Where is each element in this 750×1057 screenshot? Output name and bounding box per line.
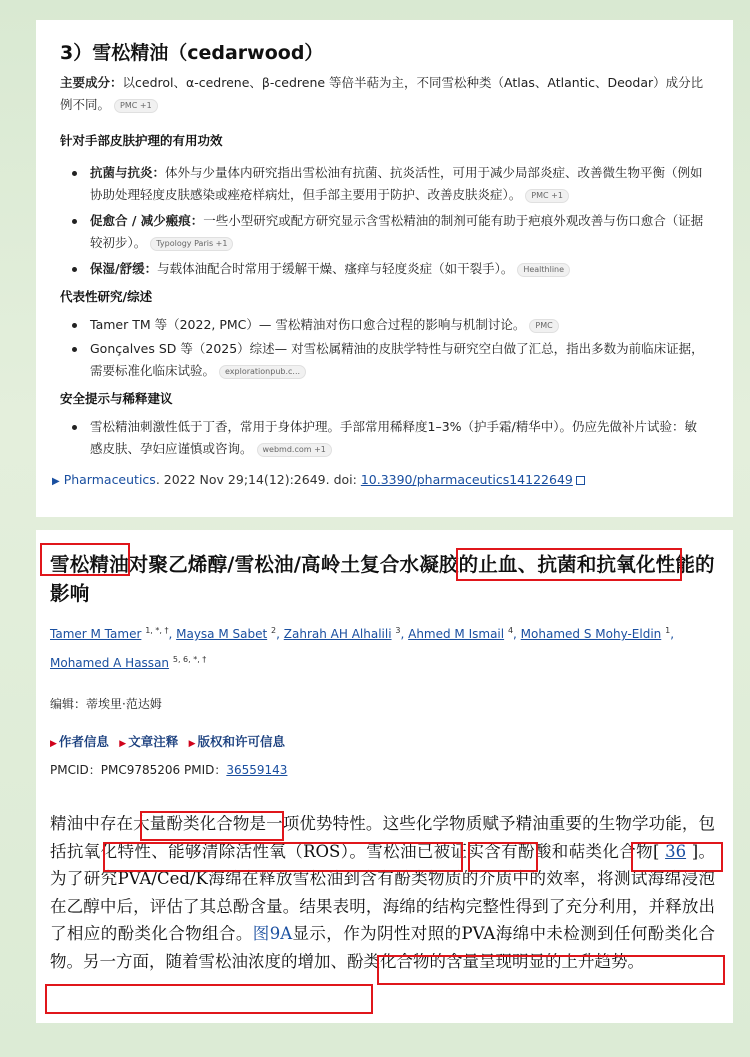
author-link[interactable]: Mohamed A Hassan (50, 656, 170, 670)
benefit-text: 一些小型研究或配方研究显示含雪松精油的制剂可能有助于疤痕外观改善与伤口愈合（证据较初步）。 (90, 213, 704, 250)
studies-heading: 代表性研究/综述 (60, 289, 153, 304)
link-label: 文章注释 (128, 734, 179, 749)
author-affiliation: 4 (507, 626, 514, 635)
main-components-paragraph (60, 72, 707, 116)
article-title: 雪松精油对聚乙烯醇/雪松油/高岭土复合水凝胶的止血、抗菌和抗氧化性能的影响 (50, 553, 715, 605)
body-text: ]。为了研究PVA/Ced/K海绵在释放雪松油到含有酚类物质的介质中的效率，将测试海绵浸泡在乙醇中后，评估了其总酚含量。结果表明，海绵的结构完整性得到了充分利用，并释放出了相应的酚类化合物组合。 (50, 841, 716, 943)
safety-text: 雪松精油刺激性低于丁香，常用于身体护理。手部常用稀释度1–3%（护手霜/精华中）。仍应先做补片试验：敏感皮肤、孕妇应谨慎或咨询。 (90, 419, 697, 456)
safety-list (60, 416, 707, 460)
study-text: Gonçalves SD 等（2025）综述— 对雪松属精油的皮肤学特性与研究空白做了汇总，指出多数为前临床证据，需要标准化临床试验。 (90, 341, 704, 378)
list-item (60, 338, 707, 382)
author-affiliation: 1, *, † (145, 626, 169, 635)
author-affiliation: 3 (395, 626, 401, 635)
pmcid-line (50, 760, 715, 780)
source-chip[interactable]: webmd.com +1 (257, 443, 332, 457)
source-chip[interactable]: explorationpub.c... (219, 365, 306, 379)
pmcid-text: PMCID：PMC9785206 PMID： (50, 763, 227, 777)
body-text: 显示，作为阴性对照的PVA海绵中未检测到任何酚类化合物。另一方面，随着雪松油浓度的增加、酚类化合物的含量呈现明显的上升趋势。 (50, 924, 715, 971)
author-affiliation: 1 (665, 626, 671, 635)
safety-heading: 安全提示与稀释建议 (60, 391, 173, 406)
link-label: 作者信息 (58, 734, 109, 749)
article-body-paragraph (50, 810, 715, 975)
author-info-link[interactable] (50, 734, 109, 749)
author-link[interactable]: Ahmed M Ismail (408, 627, 505, 641)
study-text: Tamer TM 等（2022, PMC）— 雪松精油对伤口愈合过程的影响与机制讨论。 (90, 317, 526, 332)
doi-link[interactable]: 10.3390/pharmaceutics14122649 (360, 472, 573, 487)
journal-link[interactable]: Pharmaceutics (63, 472, 156, 487)
copyright-link[interactable] (189, 734, 285, 749)
body-text: 精油中存在大量酚类化合物是一项优势特性。这些化学物质赋予精油重要的生物学功能，包括抗氧化特性、能够清除活性氧（ROS）。雪松油已被证实含有酚酸和萜类化合物[ (50, 814, 715, 861)
source-chip[interactable]: PMC +1 (525, 189, 569, 203)
pmid-link[interactable]: 36559143 (226, 763, 288, 777)
source-chip[interactable]: Typology Paris +1 (150, 237, 233, 251)
article-info-links (50, 732, 715, 754)
main-components-text: 以cedrol、α-cedrene、β-cedrene 等倍半萜为主，不同雪松种类（Atlas、Atlantic、Deodar）成分比例不同。 (60, 75, 704, 112)
benefit-label: 抗菌与抗炎： (90, 165, 166, 180)
list-item (60, 210, 707, 254)
reference-link[interactable]: 36 (665, 841, 687, 861)
author-list: Tamer M Tamer $^{1, *, \dagger}$, Maysa M Sabet $^2$, Zahrah AH Alhalili $^3$, Ahmed M Ismail $^4$, Mohamed S Mohy-Eldin $^1$, Mohamed A Hassan $^{5, 6, *, \dagger}$ (50, 626, 675, 670)
benefit-label: 促愈合 / 减少瘢痕： (90, 213, 204, 228)
list-item (60, 314, 707, 336)
author-affiliation: 5, 6, *, † (172, 655, 207, 664)
benefit-text: 与载体油配合时常用于缓解干燥、瘙痒与轻度炎症（如干裂手）。 (157, 261, 514, 276)
source-chip[interactable]: Healthline (517, 263, 570, 277)
article-card (36, 530, 733, 1023)
expand-triangle-icon[interactable]: ▶ (52, 476, 60, 487)
citation-text: . 2022 Nov 29;14(12):2649. doi: (155, 472, 361, 487)
link-label: 版权和许可信息 (197, 734, 286, 749)
external-link-icon[interactable] (576, 476, 585, 485)
expand-triangle-icon: ▶ (119, 739, 127, 749)
reference-line (52, 470, 707, 492)
author-affiliation: 2 (271, 626, 277, 635)
expand-triangle-icon: ▶ (188, 739, 196, 749)
author-link[interactable]: Tamer M Tamer (50, 627, 142, 641)
benefits-list (60, 162, 707, 280)
list-item (60, 416, 707, 460)
benefits-heading: 针对手部皮肤护理的有用功效 (60, 133, 223, 148)
author-link[interactable]: Zahrah AH Alhalili (283, 627, 392, 641)
list-item (60, 258, 707, 280)
ai-summary-card (36, 20, 733, 517)
editor-line: 编辑：蒂埃里·范达姆 (50, 697, 162, 711)
benefit-text: 体外与少量体内研究指出雪松油有抗菌、抗炎活性，可用于减少局部炎症、改善微生物平衡（例如协助处理轻度皮肤感染或痤疮样病灶，但手部主要用于防护、改善皮肤炎症）。 (90, 165, 703, 202)
expand-triangle-icon: ▶ (50, 739, 57, 749)
source-chip[interactable]: PMC +1 (114, 99, 158, 113)
studies-list (60, 314, 707, 382)
author-link[interactable]: Mohamed S Mohy-Eldin (520, 627, 662, 641)
list-item (60, 162, 707, 206)
source-chip[interactable]: PMC (529, 319, 558, 333)
benefit-label: 保湿/舒缓： (90, 261, 158, 276)
main-components-label: 主要成分： (60, 75, 123, 90)
article-notes-link[interactable] (119, 734, 178, 749)
section-heading: 3）雪松精油（cedarwood） (60, 42, 324, 64)
figure-link[interactable]: 图9A (252, 924, 293, 943)
author-link[interactable]: Maysa M Sabet (176, 627, 268, 641)
